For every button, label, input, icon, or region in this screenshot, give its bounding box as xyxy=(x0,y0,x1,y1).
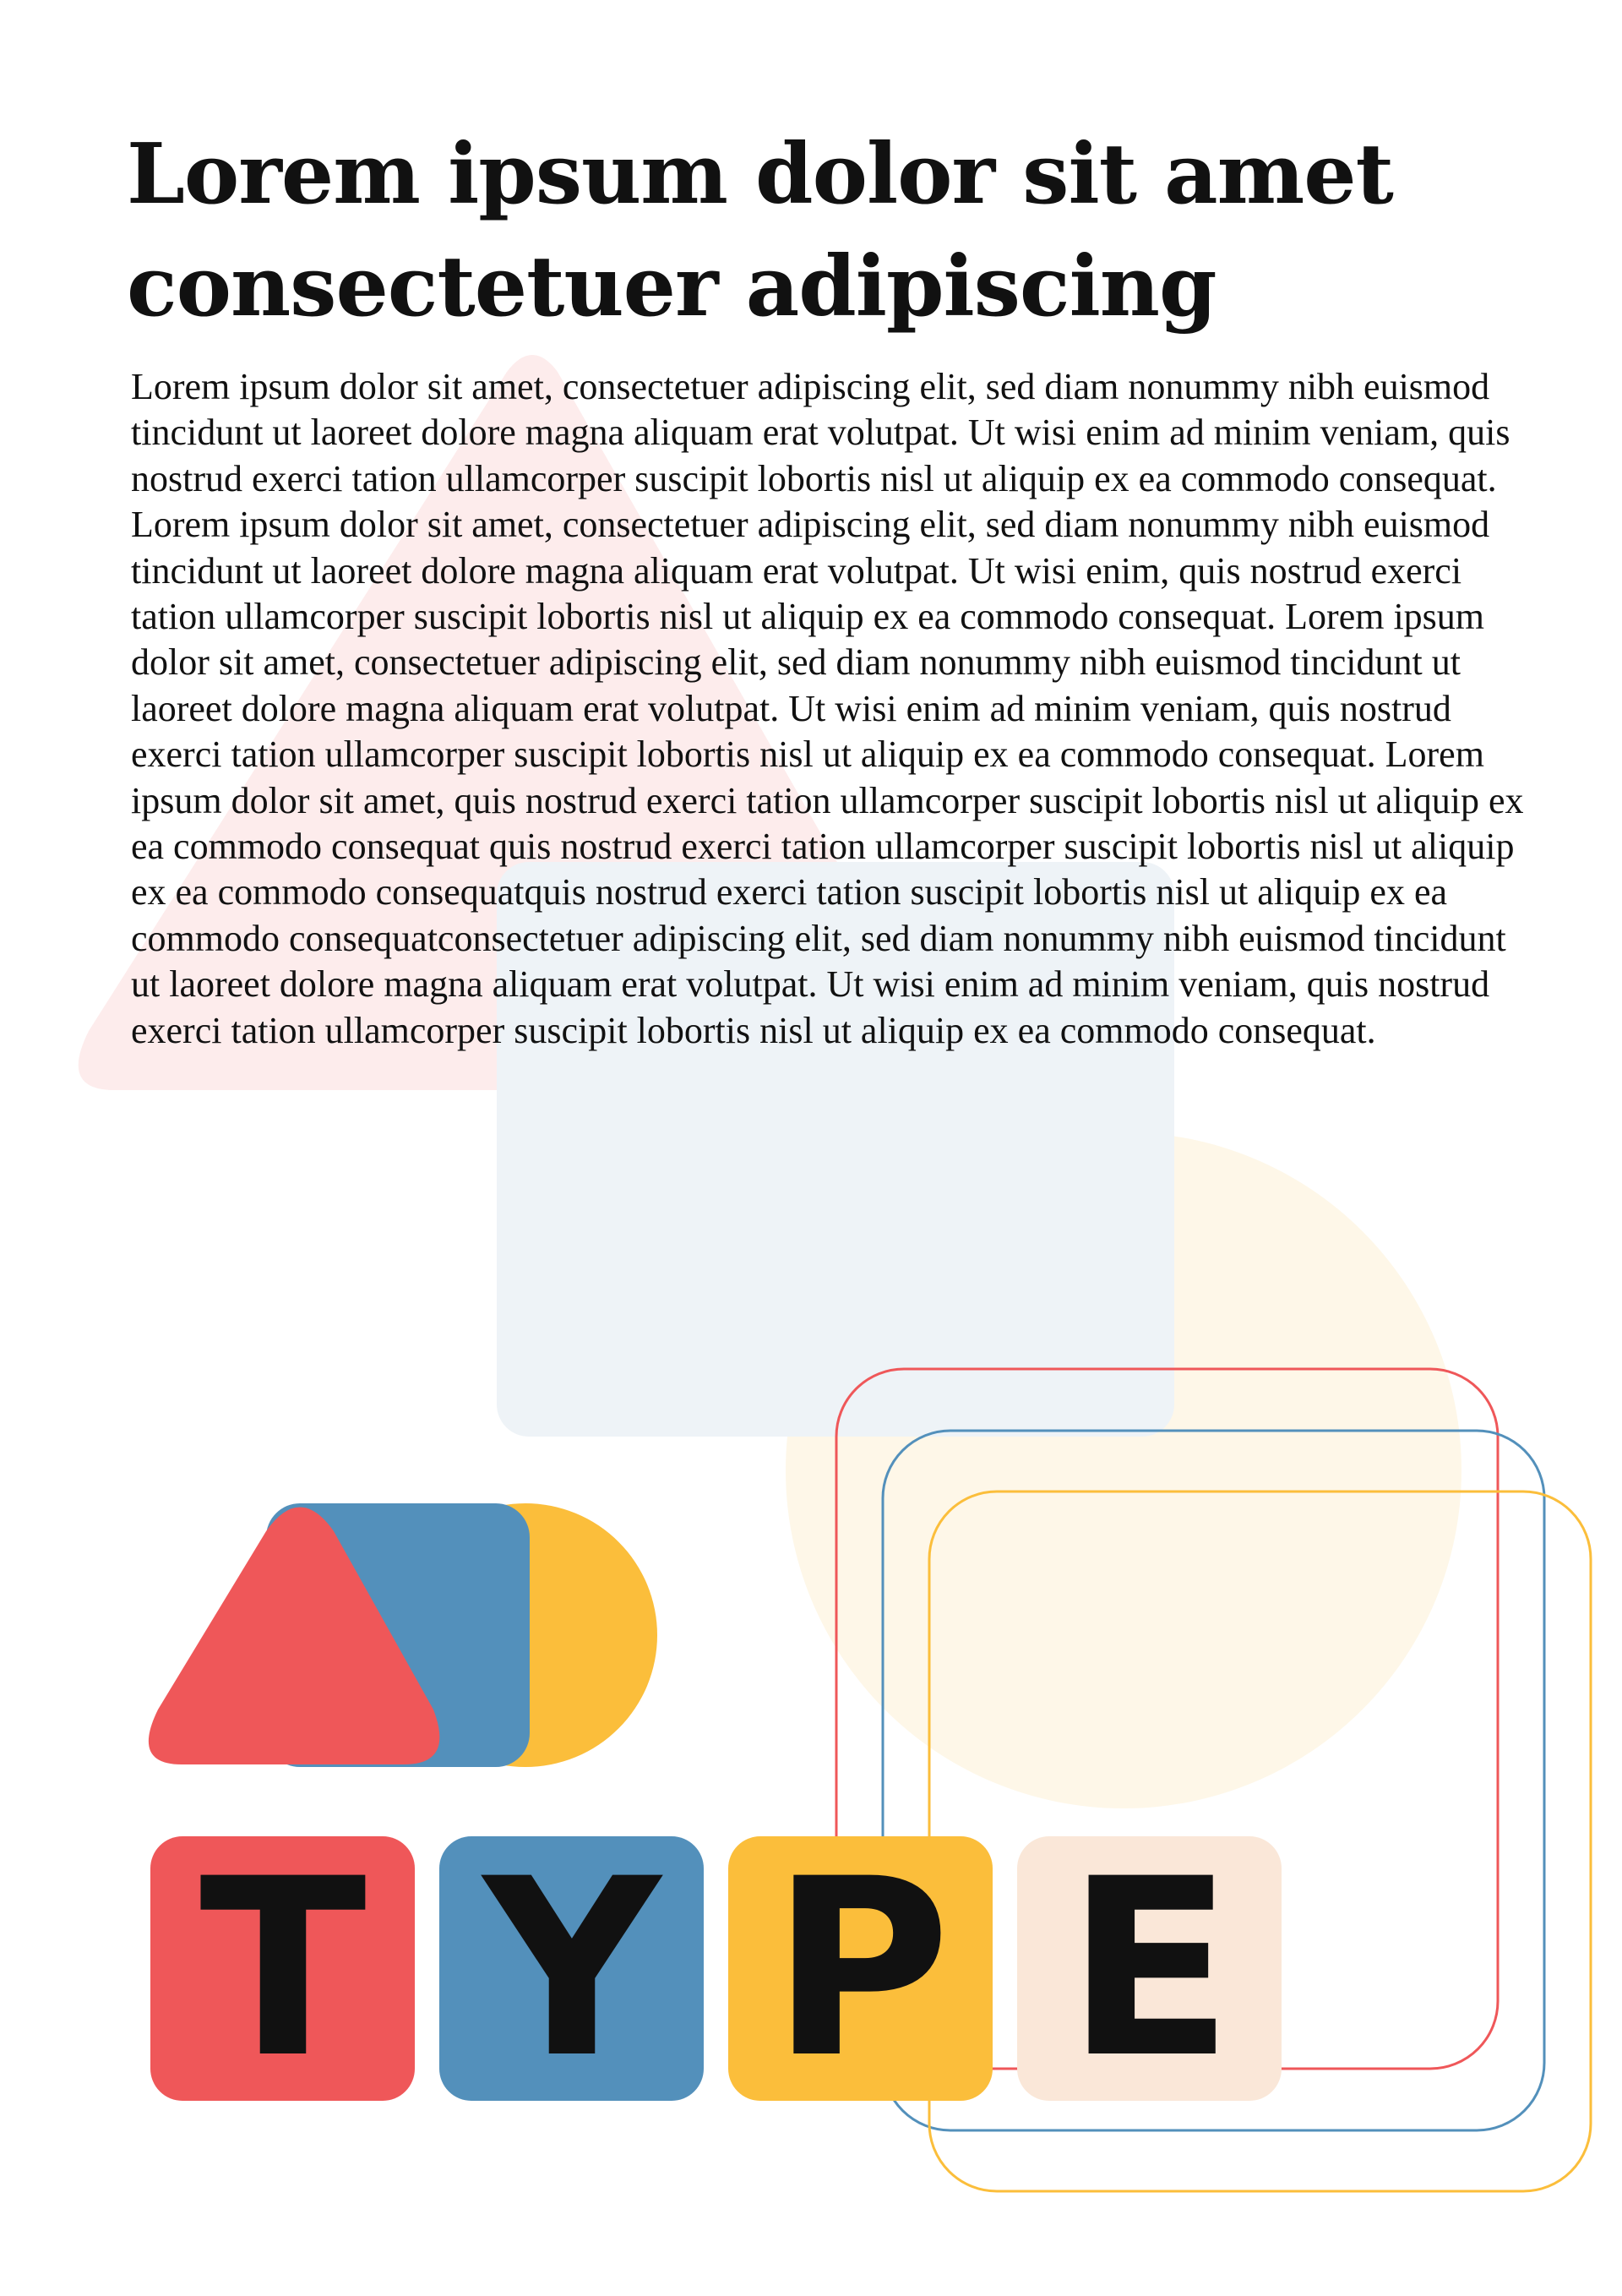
title-line-1: Lorem ipsum dolor sit amet xyxy=(127,126,1393,223)
title-line-2: consectetuer adipiscing xyxy=(127,238,1216,335)
svg-text:T: T xyxy=(199,1827,367,2112)
body-paragraph: Lorem ipsum dolor sit amet, consectetuer adipiscing elit, sed diam nonummy nibh euismod tincidunt ut laoreet dolore magna aliquam erat volutpat. Ut wisi enim ad minim veniam, quis nostrud exerci tation ullamcorper suscipit lobortis nisl ut aliquip ex ea commodo consequat. Lorem ipsum dolor sit amet, consectetuer adipiscing elit, sed diam nonummy nibh euismod tincidunt ut laoreet dolore magna aliquam erat volutpat. Ut wisi enim, quis nostrud exerci tation ullamcorper suscipit lobortis nisl ut aliquip ex ea commodo consequat. Lorem ipsum dolor sit amet, consectetuer adipiscing elit, sed diam nonummy nibh euismod tincidunt ut laoreet dolore magna aliquam erat volutpat. Ut wisi enim ad minim veniam, quis nostrud exerci tation ullamcorper suscipit lobortis nisl ut aliquip ex ea commodo consequat. Lorem ipsum dolor sit amet, quis nostrud exerci tation ullamcorper suscipit lobortis nisl ut aliquip ex ea commodo consequat quis nostrud exerci tation ullamcorper suscipit lobortis nisl ut aliquip ex ea commodo consequatquis nostrud exerci tation suscipit lobortis nisl ut aliquip ex ea commodo consequatconsectetuer adipiscing elit, sed diam nonummy nibh euismod tincidunt ut laoreet dolore magna aliquam erat volutpat. Ut wisi enim ad minim veniam, quis nostrud exerci tation ullamcorper suscipit lobortis nisl ut aliquip ex ea commodo consequat. xyxy=(131,366,1524,1051)
svg-text:P: P xyxy=(770,1827,951,2112)
letter-tile-t xyxy=(150,1827,415,2112)
svg-text:E: E xyxy=(1065,1827,1234,2112)
svg-text:Y: Y xyxy=(483,1827,661,2112)
letter-tile-e xyxy=(1017,1827,1282,2112)
letter-tile-p xyxy=(728,1827,993,2112)
letter-tile-y xyxy=(439,1827,704,2112)
